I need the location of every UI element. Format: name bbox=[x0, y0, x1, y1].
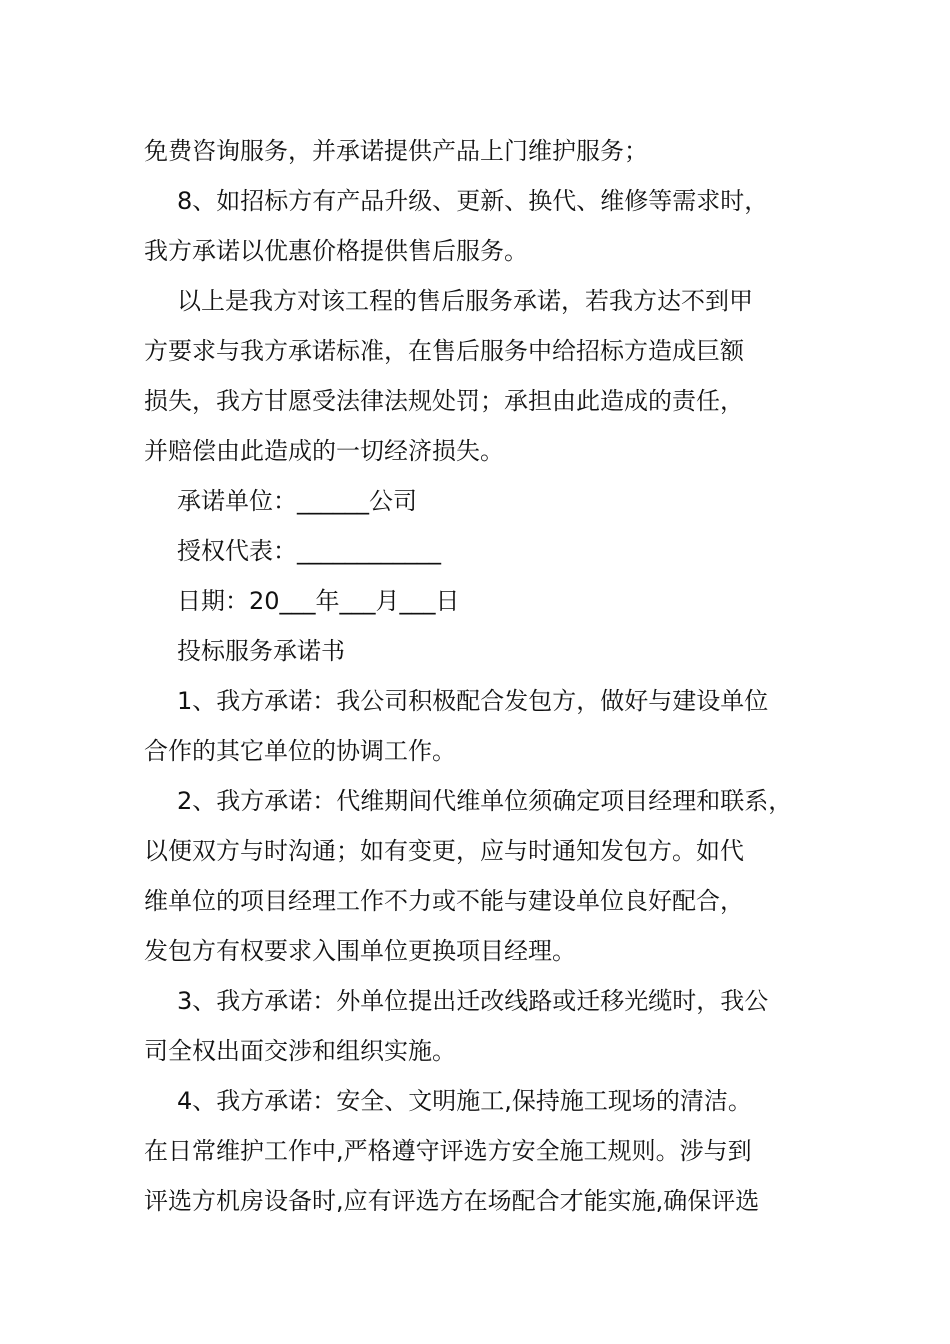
text-line: 授权代表：____________ bbox=[177, 537, 441, 565]
text-line: 我方承诺以优惠价格提供售后服务。 bbox=[144, 237, 528, 265]
text-line: 发包方有权要求入围单位更换项目经理。 bbox=[144, 937, 576, 965]
text-line: 免费咨询服务，并承诺提供产品上门维护服务； bbox=[144, 137, 648, 165]
text-line: 4、我方承诺：安全、文明施工,保持施工现场的清洁。 bbox=[177, 1087, 752, 1115]
text-line: 维单位的项目经理工作不力或不能与建设单位良好配合， bbox=[144, 887, 744, 915]
text-line: 以便双方与时沟通；如有变更，应与时通知发包方。如代 bbox=[144, 837, 744, 865]
text-line: 在日常维护工作中,严格遵守评选方安全施工规则。涉与到 bbox=[144, 1137, 752, 1165]
text-line: 8、如招标方有产品升级、更新、换代、维修等需求时， bbox=[177, 187, 769, 215]
text-line: 并赔偿由此造成的一切经济损失。 bbox=[144, 437, 504, 465]
text-line: 2、我方承诺：代维期间代维单位须确定项目经理和联系， bbox=[177, 787, 793, 815]
text-line: 损失，我方甘愿受法律法规处罚；承担由此造成的责任， bbox=[144, 387, 744, 415]
text-line: 以上是我方对该工程的售后服务承诺，若我方达不到甲 bbox=[177, 287, 753, 315]
document-body bbox=[144, 126, 814, 1226]
text-line: 合作的其它单位的协调工作。 bbox=[144, 737, 456, 765]
text-line: 日期：20___年___月___日 bbox=[177, 587, 460, 615]
text-line: 承诺单位：______公司 bbox=[177, 487, 417, 515]
text-line: 3、我方承诺：外单位提出迁改线路或迁移光缆时，我公 bbox=[177, 987, 769, 1015]
text-line: 方要求与我方承诺标准，在售后服务中给招标方造成巨额 bbox=[144, 337, 744, 365]
text-line: 司全权出面交涉和组织实施。 bbox=[144, 1037, 456, 1065]
text-line: 1、我方承诺：我公司积极配合发包方，做好与建设单位 bbox=[177, 687, 769, 715]
text-line: 投标服务承诺书 bbox=[177, 637, 345, 665]
text-line: 评选方机房设备时,应有评选方在场配合才能实施,确保评选 bbox=[144, 1187, 760, 1215]
